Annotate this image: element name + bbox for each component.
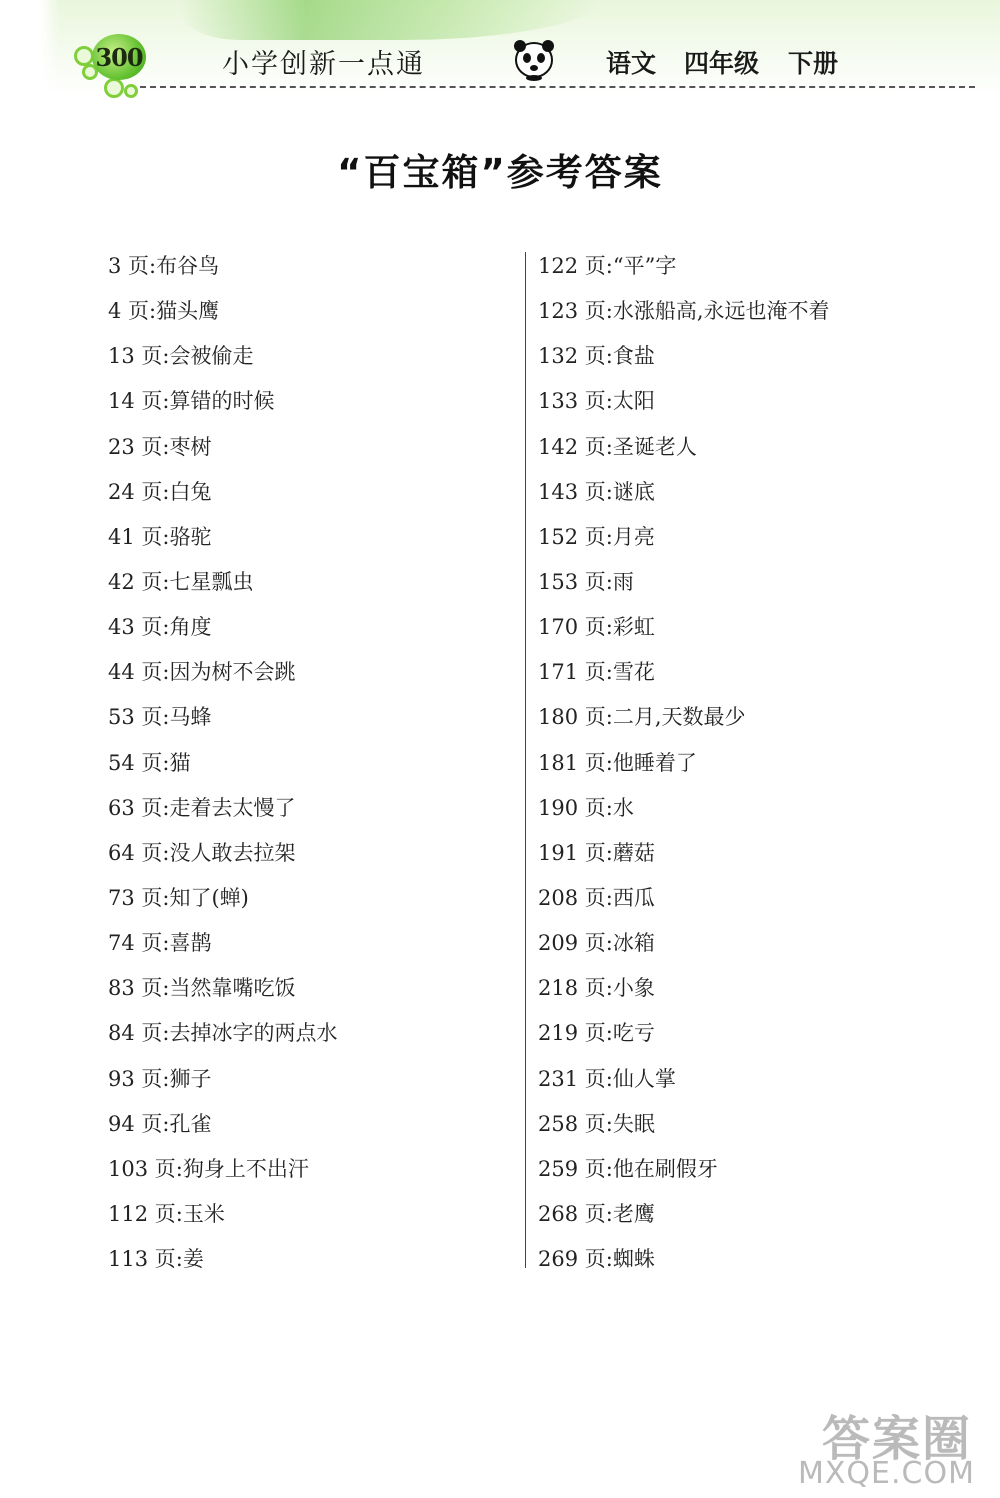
answer-text: 太阳 <box>612 389 655 414</box>
answer-page: 42 页 <box>108 569 163 594</box>
answer-page: 191 页 <box>538 840 606 865</box>
answer-separator: : <box>149 254 157 278</box>
answer-text: 因为树不会跳 <box>169 660 296 685</box>
answer-text: 蜘蛛 <box>612 1247 655 1272</box>
answer-text: 小象 <box>612 976 655 1001</box>
answer-text: 他睡着了 <box>612 750 697 775</box>
subject-label: 语文 <box>606 49 657 78</box>
answer-page: 53 页 <box>108 705 163 730</box>
watermark <box>780 1398 990 1498</box>
answer-text: 七星瓢虫 <box>169 569 254 594</box>
answer-entry <box>108 1061 337 1106</box>
answer-separator: : <box>162 705 170 730</box>
header-dashed-rule <box>140 86 975 88</box>
answer-page: 3 页 <box>108 254 150 278</box>
answer-entry <box>108 745 337 790</box>
answer-entry <box>538 1151 830 1196</box>
answer-entry <box>538 338 830 383</box>
answer-page: 13 页 <box>108 344 163 369</box>
bubble-decoration <box>104 78 124 98</box>
answer-entry <box>108 474 337 519</box>
answer-page: 84 页 <box>108 1021 163 1046</box>
answer-entry <box>108 1196 337 1241</box>
answer-page: 209 页 <box>538 931 606 956</box>
answer-entry <box>538 1241 830 1286</box>
answer-entry <box>538 1015 830 1060</box>
answer-entry <box>538 248 830 293</box>
answer-entry <box>538 293 830 338</box>
answer-entry <box>538 1196 830 1241</box>
answer-page: 63 页 <box>108 795 163 820</box>
answer-separator: : <box>175 1201 183 1226</box>
answer-text: 没人敢去拉架 <box>169 840 296 865</box>
watermark-url: MXQE.COM <box>798 1456 975 1491</box>
answer-page: 153 页 <box>538 569 606 594</box>
answer-entry <box>108 1106 337 1151</box>
answer-page: 73 页 <box>108 885 163 910</box>
answer-separator: : <box>162 885 170 910</box>
answer-entry <box>538 1061 830 1106</box>
answer-page: 83 页 <box>108 976 163 1001</box>
answer-separator: : <box>162 389 170 414</box>
answer-separator: : <box>162 524 170 549</box>
answer-text: 蘑菇 <box>612 840 655 865</box>
answer-separator: : <box>162 795 170 820</box>
answer-entry <box>538 699 830 744</box>
answer-page: 103 页 <box>108 1156 176 1181</box>
answer-separator: : <box>162 840 170 865</box>
answer-entry <box>108 835 337 880</box>
answer-text: 走着去太慢了 <box>169 795 296 820</box>
answer-separator: : <box>605 840 613 865</box>
answer-entry <box>108 880 337 925</box>
answer-separator: : <box>605 524 613 549</box>
answer-separator: : <box>605 1111 613 1136</box>
answer-entry <box>108 1241 337 1286</box>
answer-text: 狮子 <box>169 1066 212 1091</box>
answer-page: 43 页 <box>108 615 163 640</box>
page-number: 300 <box>95 42 143 72</box>
answer-separator: : <box>605 434 613 459</box>
answer-entry <box>108 1015 337 1060</box>
answer-page: 93 页 <box>108 1066 163 1091</box>
answer-entry <box>108 925 337 970</box>
answer-page: 258 页 <box>538 1111 606 1136</box>
answer-text: 水 <box>612 795 634 820</box>
answer-separator: : <box>605 1247 613 1272</box>
answer-page: 170 页 <box>538 615 606 640</box>
answer-text: 当然靠嘴吃饭 <box>169 976 296 1001</box>
answer-text: 吃亏 <box>612 1021 655 1046</box>
answer-entry <box>108 429 337 474</box>
answer-text: 二月,天数最少 <box>612 705 746 730</box>
answer-text: 骆驼 <box>169 524 212 549</box>
column-divider <box>525 252 526 1268</box>
bubble-decoration <box>124 84 138 98</box>
answer-separator: : <box>162 750 170 775</box>
answer-text: 西瓜 <box>612 885 655 910</box>
page-title: “百宝箱”参考答案 <box>337 151 663 194</box>
answer-entry <box>108 790 337 835</box>
answer-page: 190 页 <box>538 795 606 820</box>
answer-text: 玉米 <box>182 1201 225 1226</box>
answer-separator: : <box>162 1111 170 1136</box>
answer-entry <box>108 609 337 654</box>
answer-text: 枣树 <box>169 434 212 459</box>
answer-text: 知了(蝉) <box>169 885 249 910</box>
answer-page: 133 页 <box>538 389 606 414</box>
answer-page: 4 页 <box>108 299 150 324</box>
page-header <box>0 0 1000 100</box>
answer-text: 布谷鸟 <box>156 254 220 278</box>
answer-separator: : <box>605 660 613 685</box>
answer-separator: : <box>605 344 613 369</box>
answer-separator: : <box>162 615 170 640</box>
answer-entry <box>108 564 337 609</box>
answer-text: 失眠 <box>612 1111 655 1136</box>
answer-separator: : <box>605 1156 613 1181</box>
answer-page: 41 页 <box>108 524 163 549</box>
answer-text: 圣诞老人 <box>612 434 697 459</box>
answer-entry <box>538 474 830 519</box>
watermark-text: 答案圈 <box>822 1411 973 1467</box>
answer-text: 水涨船高,永远也淹不着 <box>612 299 830 324</box>
answer-entry <box>538 790 830 835</box>
answer-separator: : <box>162 660 170 685</box>
answer-entry <box>538 835 830 880</box>
answer-entry <box>538 654 830 699</box>
answer-entry <box>108 699 337 744</box>
answer-text: 白兔 <box>169 479 212 504</box>
answer-separator: : <box>605 389 613 414</box>
answer-page: 24 页 <box>108 479 163 504</box>
answer-separator: : <box>605 479 613 504</box>
answer-separator: : <box>162 434 170 459</box>
answer-page: 132 页 <box>538 344 606 369</box>
answer-entry <box>108 248 337 293</box>
answer-separator: : <box>605 1201 613 1226</box>
answer-separator: : <box>605 976 613 1001</box>
answer-page: 171 页 <box>538 660 606 685</box>
answer-separator: : <box>605 750 613 775</box>
answer-entry <box>108 519 337 564</box>
answer-text: 狗身上不出汗 <box>182 1156 309 1181</box>
answer-text: 猫 <box>169 750 191 775</box>
answer-page: 44 页 <box>108 660 163 685</box>
answer-separator: : <box>175 1247 183 1272</box>
answer-entry <box>108 1151 337 1196</box>
answer-entry <box>108 970 337 1015</box>
answer-separator: : <box>162 1021 170 1046</box>
answer-separator: : <box>605 885 613 910</box>
answer-separator: : <box>605 1021 613 1046</box>
answer-text: 算错的时候 <box>169 389 275 414</box>
answer-separator: : <box>149 299 157 324</box>
answer-text: 冰箱 <box>612 931 655 956</box>
answer-entry <box>538 880 830 925</box>
answer-separator: : <box>605 1066 613 1091</box>
book-title: 小学创新一点通 <box>222 49 425 80</box>
answer-page: 94 页 <box>108 1111 163 1136</box>
answer-page: 142 页 <box>538 434 606 459</box>
answer-separator: : <box>605 254 613 278</box>
answer-page: 268 页 <box>538 1201 606 1226</box>
answer-entry <box>538 429 830 474</box>
answer-page: 64 页 <box>108 840 163 865</box>
answer-separator: : <box>605 795 613 820</box>
answer-separator: : <box>605 615 613 640</box>
answer-page: 112 页 <box>108 1201 176 1226</box>
answer-entry <box>538 609 830 654</box>
answer-entry <box>108 338 337 383</box>
bubble-decoration <box>74 46 94 66</box>
answer-page: 231 页 <box>538 1066 606 1091</box>
answer-separator: : <box>162 344 170 369</box>
answer-entry <box>108 383 337 428</box>
answer-separator: : <box>162 976 170 1001</box>
answer-entry <box>538 383 830 428</box>
panda-mascot-icon <box>508 32 560 82</box>
answer-text: 月亮 <box>612 524 655 549</box>
answer-text: 喜鹊 <box>169 931 212 956</box>
answer-page: 143 页 <box>538 479 606 504</box>
answer-text: 雨 <box>612 569 634 594</box>
answer-text: 猫头鹰 <box>156 299 220 324</box>
answer-text: 老鹰 <box>612 1201 655 1226</box>
answer-separator: : <box>162 569 170 594</box>
answer-text: “平”字 <box>612 254 677 278</box>
answer-page: 180 页 <box>538 705 606 730</box>
answer-separator: : <box>175 1156 183 1181</box>
answer-page: 219 页 <box>538 1021 606 1046</box>
answer-page: 54 页 <box>108 750 163 775</box>
answer-page: 181 页 <box>538 750 606 775</box>
answer-page: 269 页 <box>538 1247 606 1272</box>
answer-page: 123 页 <box>538 299 606 324</box>
answer-page: 23 页 <box>108 434 163 459</box>
answer-text: 食盐 <box>612 344 655 369</box>
answer-entry <box>538 925 830 970</box>
answer-entry <box>538 745 830 790</box>
answer-text: 他在刷假牙 <box>612 1156 718 1181</box>
answer-entry <box>108 654 337 699</box>
answer-separator: : <box>162 931 170 956</box>
answer-page: 259 页 <box>538 1156 606 1181</box>
answer-separator: : <box>605 569 613 594</box>
answers-column-left <box>108 248 337 1286</box>
answer-entry <box>538 564 830 609</box>
answer-page: 14 页 <box>108 389 163 414</box>
answer-text: 姜 <box>182 1247 204 1272</box>
answer-text: 彩虹 <box>612 615 655 640</box>
answers-column-right <box>538 248 830 1286</box>
answer-text: 孔雀 <box>169 1111 212 1136</box>
answer-text: 去掉冰字的两点水 <box>169 1021 338 1046</box>
answer-entry <box>538 970 830 1015</box>
answer-text: 会被偷走 <box>169 344 254 369</box>
answer-text: 马蜂 <box>169 705 212 730</box>
answer-page: 113 页 <box>108 1247 176 1272</box>
answer-entry <box>538 1106 830 1151</box>
answer-text: 仙人掌 <box>612 1066 676 1091</box>
answer-page: 122 页 <box>538 254 606 278</box>
answer-page: 208 页 <box>538 885 606 910</box>
answer-separator: : <box>162 1066 170 1091</box>
answer-entry <box>108 293 337 338</box>
answer-entry <box>538 519 830 564</box>
answer-separator: : <box>605 299 613 324</box>
answer-separator: : <box>605 931 613 956</box>
answer-separator: : <box>162 479 170 504</box>
grade-label: 四年级 <box>684 49 760 78</box>
page-number-badge <box>92 34 146 80</box>
answer-text: 谜底 <box>612 479 655 504</box>
answer-page: 152 页 <box>538 524 606 549</box>
answer-page: 218 页 <box>538 976 606 1001</box>
answer-text: 角度 <box>169 615 212 640</box>
answer-page: 74 页 <box>108 931 163 956</box>
answer-separator: : <box>605 705 613 730</box>
answer-text: 雪花 <box>612 660 655 685</box>
volume-label: 下册 <box>788 49 839 78</box>
